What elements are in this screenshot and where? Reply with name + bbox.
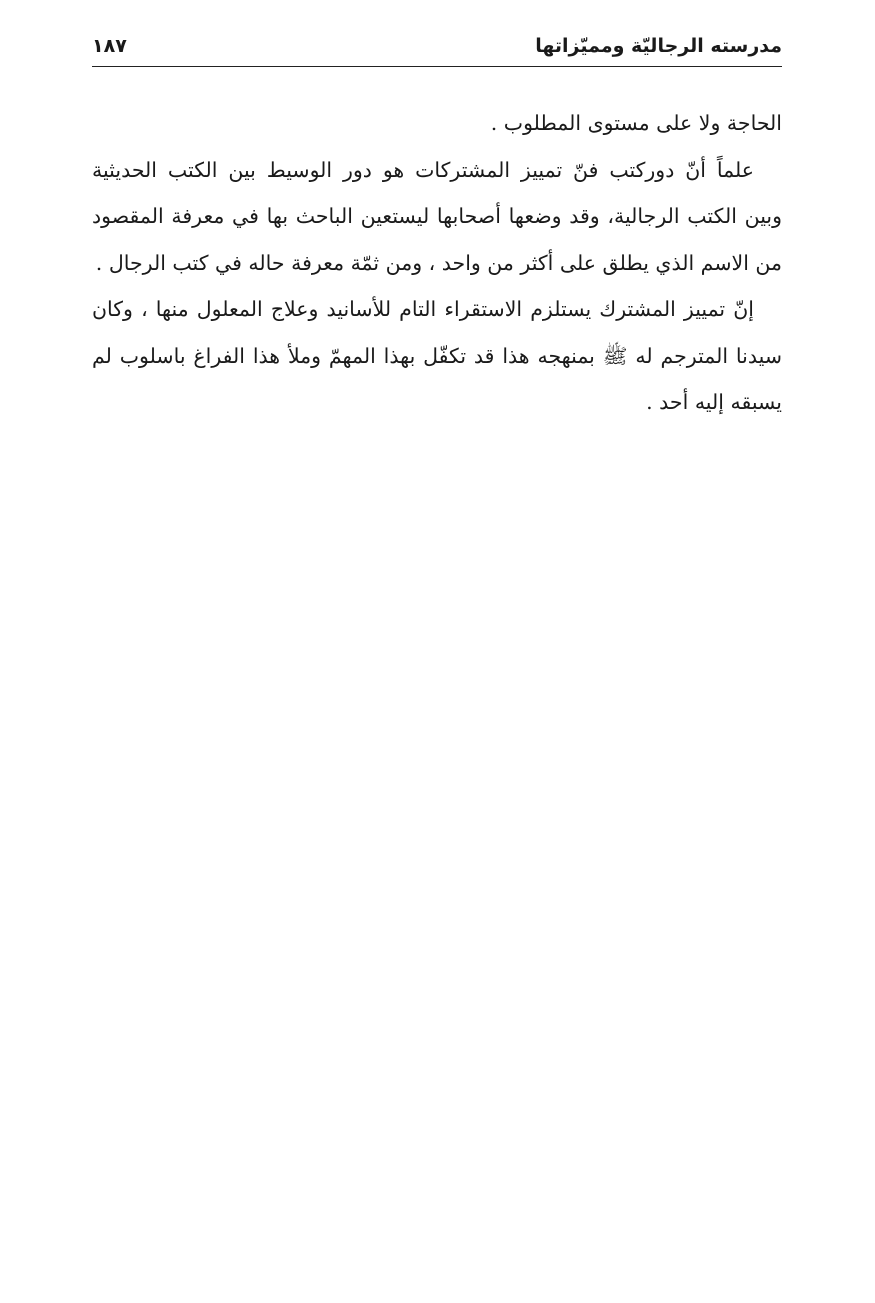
book-page [92,0,782,1303]
text-line: وبين الكتب الرجالية، وقد وضعها أصحابها ليستعين الباحث بها في معرفة المقصود [92,204,782,228]
text-line: الحاجة ولا على مستوى المطلوب . [490,111,782,135]
text-line: من الاسم الذي يطلق على أكثر من واحد ، ومن ثمّة معرفة حاله في كتب الرجال . [95,250,782,275]
running-header [92,28,782,67]
page-number: ١٨٧ [92,35,127,57]
text-line: يسبقه إليه أحد . [646,390,782,414]
body-text [92,100,782,426]
text-line: علماً أنّ دوركتب فنّ تمييز المشتركات هو دور الوسيط بين الكتب الحديثية [92,157,754,182]
text-line: إنّ تمييز المشترك يستلزم الاستقراء التام للأسانيد وعلاج المعلول منها ، وكان [92,297,754,321]
text-line: سيدنا المترجم له ﷺ بمنهجه هذا قد تكفّل بهذا المهمّ وملأ هذا الفراغ باسلوب لم [92,343,782,368]
chapter-title: مدرسته الرجاليّة ومميّزاتها [535,35,782,57]
